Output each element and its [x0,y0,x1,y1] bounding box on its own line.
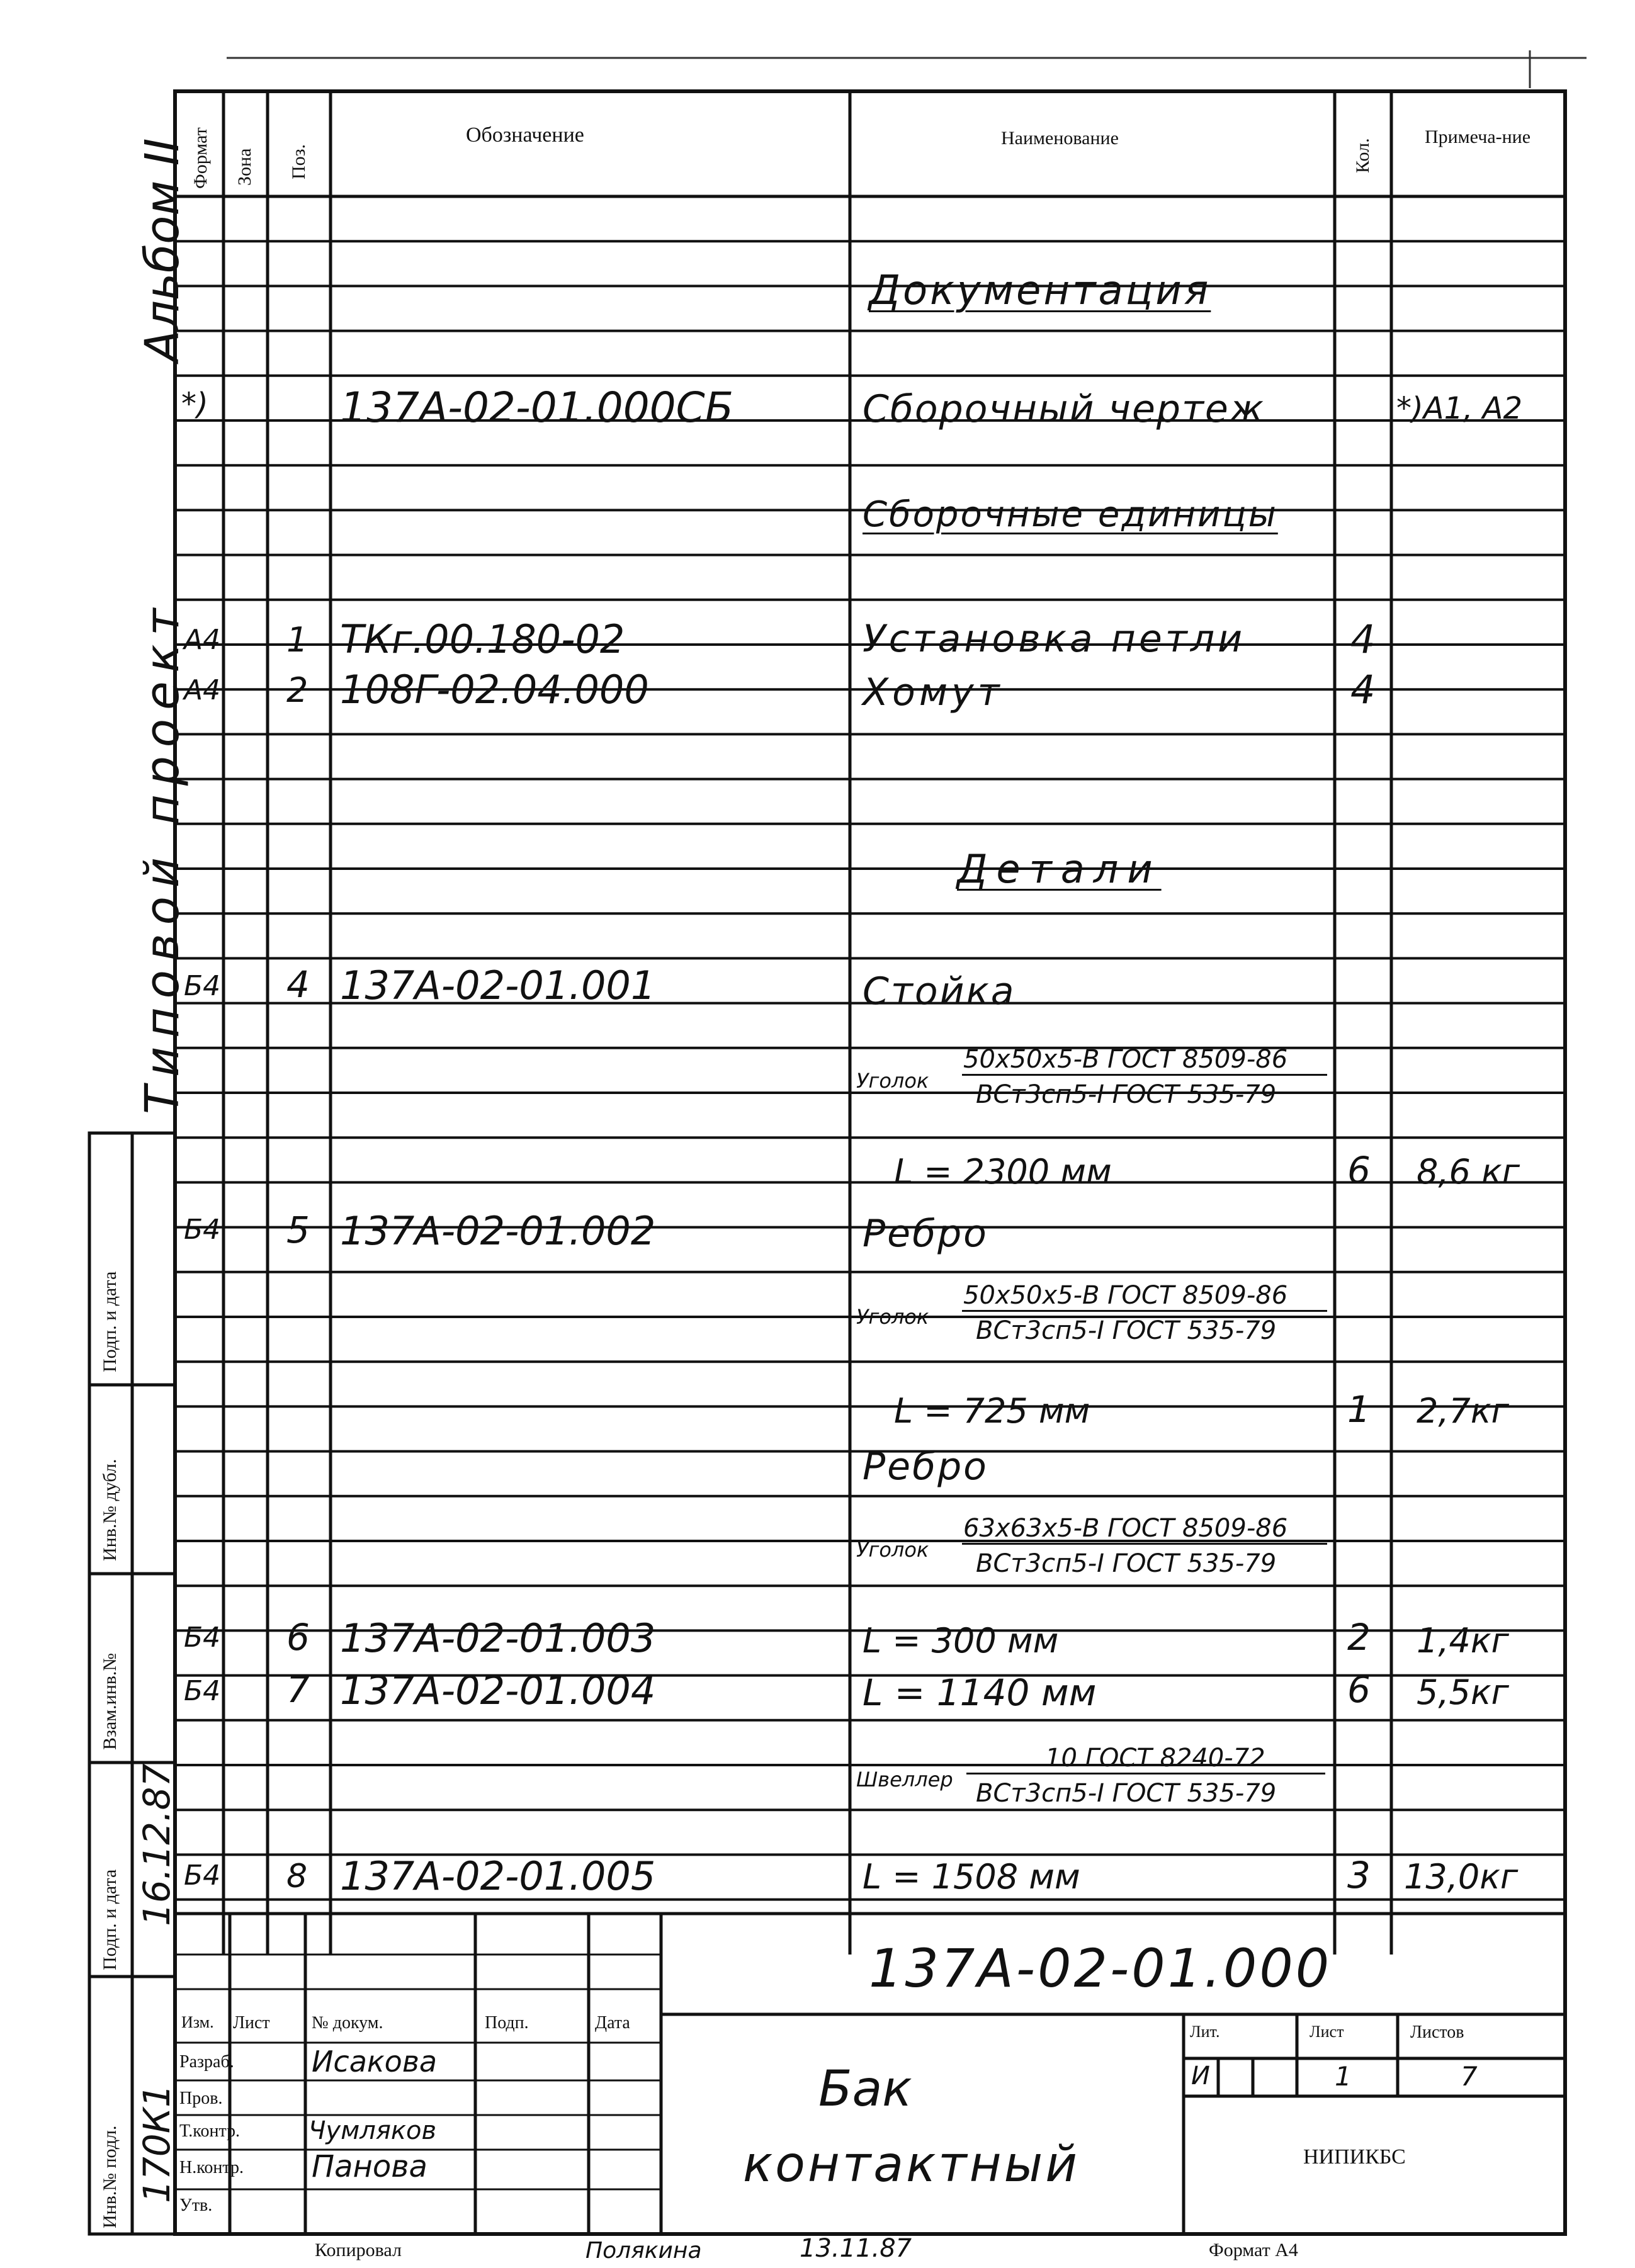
row-6-name-label: Ребро [863,1445,988,1489]
side-stamp-inv-podl: Инв.№ подл. [99,2125,120,2228]
header-pos: Поз. [288,144,309,179]
row-7-designation: 137А-02-01.004 [340,1667,656,1713]
row-8-pos: 8 [286,1858,308,1895]
row-6-material-den: ВСт3сп5-I ГОСТ 535-79 [976,1549,1277,1578]
row-6-material-bar [962,1543,1327,1545]
row-7-note: 5,5кг [1417,1673,1509,1712]
header-note: Примеча-ние [1424,127,1531,147]
side-stamp-podp-data-2: Подп. и дата [99,1869,120,1970]
row-assembly-name: Сборочный чертеж [863,387,1265,431]
row-2-format: А4 [184,674,221,706]
header-zone: Зона [234,148,255,186]
row-1-qty: 4 [1350,616,1376,662]
tb-lit-value: И [1191,2062,1210,2090]
row-4-qty: 6 [1347,1149,1371,1192]
title-name-line2: контактный [743,2136,1080,2193]
row-4-format: Б4 [184,970,221,1002]
side-stamp-vzam-inv: Взам.инв.№ [99,1652,120,1750]
row-6-designation: 137А-02-01.003 [340,1615,656,1661]
row-4-designation: 137А-02-01.001 [340,962,656,1008]
section-documentation: Документация [869,268,1211,314]
row-2-name: Хомут [863,670,1004,714]
section-details: Детали [957,846,1162,892]
row-1-designation: ТКг.00.180-02 [340,616,625,662]
row-4-material-den: ВСт3сп5-I ГОСТ 535-79 [976,1080,1277,1109]
tb-name-razrab: Исакова [312,2045,438,2079]
row-4-pos: 4 [286,963,310,1006]
row-5-note: 2,7кг [1417,1391,1509,1431]
tb-col-date: Дата [595,2013,630,2033]
row-8-designation: 137А-02-01.005 [340,1853,656,1899]
row-6-note: 1,4кг [1417,1621,1509,1661]
row-8-format: Б4 [184,1859,221,1892]
footer-copy-date: 13.11.87 [800,2234,912,2263]
row-4-length: L = 2300 мм [894,1152,1112,1192]
row-7-pos: 7 [286,1668,310,1711]
row-5-material-prefix: Уголок [856,1305,929,1329]
footer-copier: Полякина [586,2238,702,2264]
row-4-name: Стойка [863,969,1016,1013]
row-5-material-den: ВСт3сп5-I ГОСТ 535-79 [976,1316,1277,1345]
tb-sheet-label: Лист [1310,2023,1344,2041]
tb-name-tkontr: Чумляков [308,2116,437,2145]
tb-col-sign: Подп. [485,2013,529,2033]
row-4-material-bar [962,1074,1327,1076]
tb-sheets-label: Листов [1410,2023,1464,2042]
album-label: Альбом II [135,138,190,362]
tb-sheet-value: 1 [1335,2061,1352,2092]
row-assembly-format: *) [181,386,208,422]
tb-role-nkontr: Н.контр. [179,2158,244,2177]
tb-col-izm: Изм. [181,2013,214,2031]
row-assembly-designation: 137А-02-01.000СБ [340,383,734,432]
row-8-length: L = 1508 мм [863,1857,1080,1897]
row-2-qty: 4 [1350,667,1376,713]
row-6-qty: 2 [1347,1616,1371,1659]
tb-lit-label: Лит. [1190,2023,1220,2041]
side-stamp-inv-value: 170К1 [135,2084,178,2203]
title-org: НИПИКБС [1303,2145,1406,2169]
row-7-format: Б4 [184,1675,221,1707]
row-7-qty: 6 [1347,1668,1371,1711]
row-7-length: L = 1140 мм [863,1671,1097,1714]
row-7-material-num: 10 ГОСТ 8240-72 [1045,1744,1265,1773]
row-5-name: Ребро [863,1212,988,1256]
title-doc-number: 137А-02-01.000 [869,1938,1332,1999]
tb-col-list: Лист [233,2013,270,2033]
project-label: Типовой проект [135,599,190,1114]
row-8-note: 13,0кг [1404,1857,1519,1897]
header-designation: Обозначение [466,123,584,147]
row-5-format: Б4 [184,1214,221,1246]
row-5-material-num: 50x50x5-В ГОСТ 8509-86 [963,1281,1288,1310]
tb-role-prov: Пров. [179,2089,223,2108]
row-5-designation: 137А-02-01.002 [340,1208,656,1254]
row-1-format: А4 [184,624,221,656]
row-4-material-prefix: Уголок [856,1069,929,1093]
row-6-format: Б4 [184,1622,221,1654]
row-5-pos: 5 [286,1209,310,1251]
row-6-length: L = 300 мм [863,1621,1059,1661]
row-6-material-num: 63x63x5-В ГОСТ 8509-86 [963,1514,1288,1543]
tb-role-razrab: Разраб. [179,2052,234,2072]
side-stamp-date-value: 16.12.87 [135,1763,178,1926]
header-format: Формат [190,127,211,189]
row-2-pos: 2 [286,670,308,710]
row-7-material-den: ВСт3сп5-I ГОСТ 535-79 [976,1779,1277,1808]
tb-role-tkontr: Т.контр. [179,2121,240,2141]
side-stamp-inv-dubl: Инв.№ дубл. [99,1458,120,1561]
row-5-length: L = 725 мм [894,1391,1090,1431]
section-assembly-units: Сборочные единицы [863,494,1278,535]
row-7-material-prefix: Швеллер [856,1768,953,1791]
row-4-material-num: 50x50x5-В ГОСТ 8509-86 [963,1045,1288,1074]
row-1-name: Установка петли [863,617,1246,661]
tb-sheets-value: 7 [1461,2061,1478,2092]
row-5-material-bar [962,1310,1327,1312]
header-name: Наименование [1001,128,1119,149]
tb-role-utv: Утв. [179,2196,213,2215]
tb-name-nkontr: Панова [312,2149,427,2184]
row-assembly-note: *)А1, А2 [1396,391,1522,426]
row-2-designation: 108Г-02.04.000 [340,667,649,713]
footer-copied: Копировал [315,2240,402,2260]
tb-col-doc: № докум. [312,2013,383,2033]
side-stamp-podp-data: Подп. и дата [99,1271,120,1372]
row-5-qty: 1 [1347,1388,1371,1431]
row-8-qty: 3 [1347,1854,1371,1897]
footer-format: Формат А4 [1209,2240,1298,2260]
header-qty: Кол. [1352,138,1373,173]
row-4-note: 8,6 кг [1417,1152,1520,1192]
row-7-material-bar [966,1773,1325,1774]
title-name-line1: Бак [818,2061,912,2118]
row-6-material-prefix: Уголок [856,1538,929,1562]
row-1-pos: 1 [286,620,308,660]
row-6-pos: 6 [286,1616,310,1659]
